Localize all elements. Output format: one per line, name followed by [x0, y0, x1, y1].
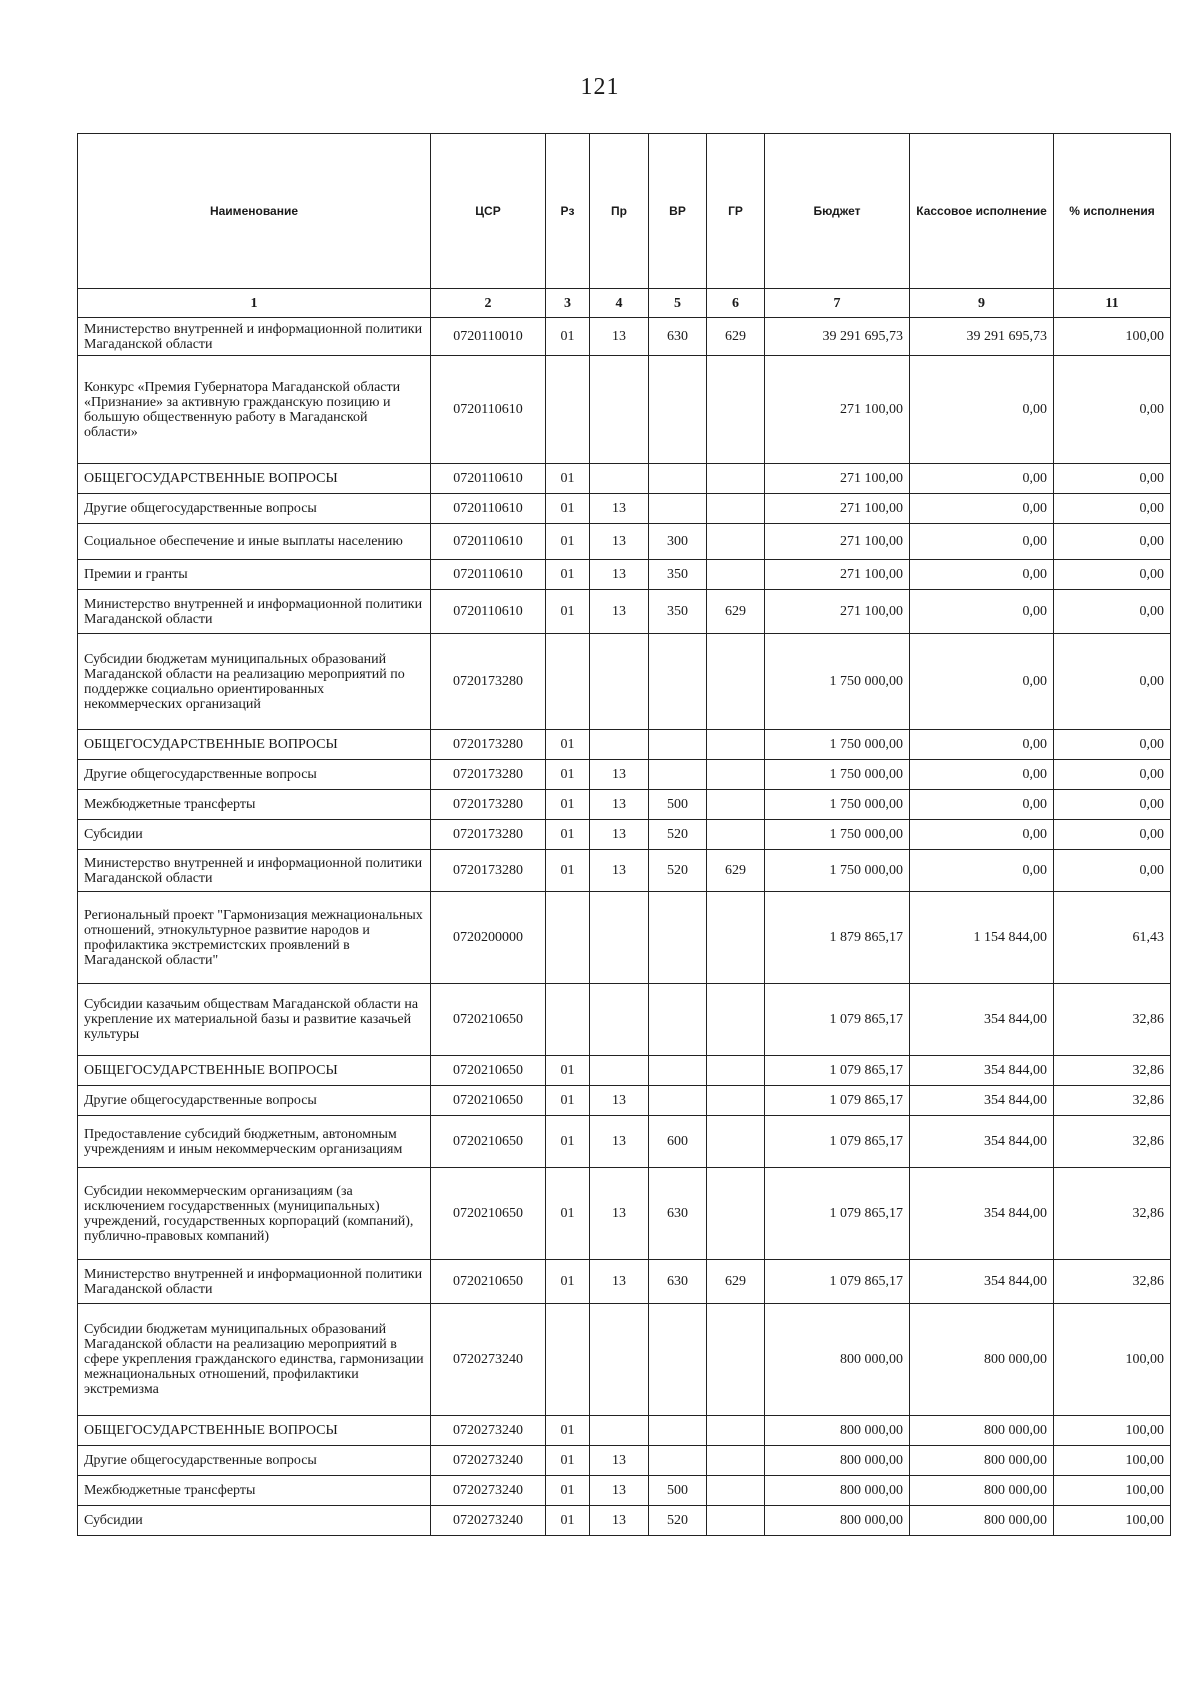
table-body [78, 318, 1171, 1536]
row-gr [707, 464, 765, 494]
row-gr [707, 730, 765, 760]
row-csr: 0720210650 [431, 1168, 546, 1260]
row-vr: 630 [649, 1260, 707, 1304]
row-vr [649, 1416, 707, 1446]
row-pr [590, 356, 649, 464]
table-row [78, 1446, 1171, 1476]
row-rz: 01 [546, 1086, 590, 1116]
row-vr [649, 1086, 707, 1116]
row-gr: 629 [707, 590, 765, 634]
row-pr [590, 634, 649, 730]
row-rz: 01 [546, 1506, 590, 1536]
row-budget: 1 079 865,17 [765, 1168, 910, 1260]
table-row [78, 1304, 1171, 1416]
row-pr: 13 [590, 560, 649, 590]
row-budget: 1 750 000,00 [765, 634, 910, 730]
row-rz: 01 [546, 850, 590, 892]
row-rz [546, 984, 590, 1056]
table-row [78, 1168, 1171, 1260]
row-gr [707, 760, 765, 790]
row-cash: 0,00 [910, 850, 1054, 892]
row-csr: 0720173280 [431, 634, 546, 730]
row-pr: 13 [590, 1116, 649, 1168]
column-number: 6 [707, 289, 765, 318]
row-pct: 0,00 [1054, 524, 1171, 560]
row-pr: 13 [590, 318, 649, 356]
column-number-row [78, 289, 1171, 318]
row-csr: 0720173280 [431, 730, 546, 760]
table-row [78, 984, 1171, 1056]
row-gr [707, 984, 765, 1056]
row-name: Субсидии казачьим обществам Магаданской области на укрепление их материальной базы и развитие казачьей культуры [78, 984, 431, 1056]
row-pr: 13 [590, 790, 649, 820]
row-csr: 0720173280 [431, 760, 546, 790]
row-budget: 800 000,00 [765, 1446, 910, 1476]
row-name: Министерство внутренней и информационной политики Магаданской области [78, 850, 431, 892]
row-budget: 1 750 000,00 [765, 730, 910, 760]
row-cash: 0,00 [910, 590, 1054, 634]
row-rz: 01 [546, 790, 590, 820]
header-vr: ВР [649, 134, 707, 289]
table-row [78, 590, 1171, 634]
row-cash: 0,00 [910, 464, 1054, 494]
row-vr: 520 [649, 850, 707, 892]
table-row [78, 1260, 1171, 1304]
row-rz [546, 1304, 590, 1416]
row-name: Субсидии бюджетам муниципальных образований Магаданской области на реализацию мероприятий по поддержке социально ориентированных некоммерческих организаций [78, 634, 431, 730]
row-cash: 0,00 [910, 494, 1054, 524]
row-vr: 600 [649, 1116, 707, 1168]
row-name: Субсидии некоммерческим организациям (за исключением государственных (муниципальных) учреждений, государственных корпораций (компаний), публично-правовых компаний) [78, 1168, 431, 1260]
row-rz: 01 [546, 464, 590, 494]
row-pr: 13 [590, 1506, 649, 1536]
row-cash: 1 154 844,00 [910, 892, 1054, 984]
row-gr [707, 1476, 765, 1506]
row-vr [649, 1446, 707, 1476]
row-vr: 630 [649, 318, 707, 356]
row-pr: 13 [590, 820, 649, 850]
row-budget: 1 879 865,17 [765, 892, 910, 984]
row-gr [707, 356, 765, 464]
row-pct: 0,00 [1054, 820, 1171, 850]
row-name: ОБЩЕГОСУДАРСТВЕННЫЕ ВОПРОСЫ [78, 1416, 431, 1446]
row-vr: 350 [649, 560, 707, 590]
row-rz: 01 [546, 1476, 590, 1506]
row-rz: 01 [546, 1260, 590, 1304]
row-pr [590, 1416, 649, 1446]
row-budget: 271 100,00 [765, 560, 910, 590]
row-vr: 500 [649, 790, 707, 820]
row-rz [546, 892, 590, 984]
header-budget: Бюджет [765, 134, 910, 289]
row-budget: 800 000,00 [765, 1506, 910, 1536]
row-gr [707, 820, 765, 850]
header-rz: Рз [546, 134, 590, 289]
table-row [78, 1086, 1171, 1116]
row-csr: 0720110610 [431, 464, 546, 494]
row-budget: 1 750 000,00 [765, 820, 910, 850]
row-vr [649, 634, 707, 730]
column-number: 11 [1054, 289, 1171, 318]
table-row [78, 634, 1171, 730]
row-rz: 01 [546, 524, 590, 560]
row-pct: 100,00 [1054, 318, 1171, 356]
row-pct: 0,00 [1054, 730, 1171, 760]
column-number: 9 [910, 289, 1054, 318]
row-cash: 354 844,00 [910, 1116, 1054, 1168]
header-pct: % исполнения [1054, 134, 1171, 289]
table-row [78, 1416, 1171, 1446]
row-pr: 13 [590, 1476, 649, 1506]
row-cash: 354 844,00 [910, 984, 1054, 1056]
table-row [78, 560, 1171, 590]
row-pr: 13 [590, 1446, 649, 1476]
row-rz: 01 [546, 730, 590, 760]
row-cash: 800 000,00 [910, 1416, 1054, 1446]
row-gr: 629 [707, 1260, 765, 1304]
row-cash: 0,00 [910, 634, 1054, 730]
row-rz: 01 [546, 760, 590, 790]
row-name: Межбюджетные трансферты [78, 1476, 431, 1506]
row-pr [590, 984, 649, 1056]
row-gr [707, 1446, 765, 1476]
row-csr: 0720210650 [431, 1086, 546, 1116]
row-pct: 0,00 [1054, 850, 1171, 892]
row-pct: 32,86 [1054, 1260, 1171, 1304]
table-row [78, 356, 1171, 464]
row-gr [707, 1168, 765, 1260]
row-pr: 13 [590, 1086, 649, 1116]
row-gr [707, 1506, 765, 1536]
row-rz [546, 634, 590, 730]
row-rz: 01 [546, 590, 590, 634]
row-budget: 1 079 865,17 [765, 1116, 910, 1168]
row-budget: 39 291 695,73 [765, 318, 910, 356]
page-number: 121 [580, 74, 620, 100]
column-number: 4 [590, 289, 649, 318]
row-csr: 0720210650 [431, 984, 546, 1056]
table-row [78, 820, 1171, 850]
row-pct: 0,00 [1054, 356, 1171, 464]
row-vr: 350 [649, 590, 707, 634]
header-cash: Кассовое исполнение [910, 134, 1054, 289]
row-csr: 0720200000 [431, 892, 546, 984]
header-gr: ГР [707, 134, 765, 289]
row-cash: 800 000,00 [910, 1476, 1054, 1506]
row-name: Межбюджетные трансферты [78, 790, 431, 820]
row-cash: 800 000,00 [910, 1506, 1054, 1536]
row-vr: 500 [649, 1476, 707, 1506]
row-cash: 800 000,00 [910, 1304, 1054, 1416]
budget-table [77, 133, 1171, 1536]
row-gr [707, 524, 765, 560]
row-rz [546, 356, 590, 464]
row-cash: 0,00 [910, 730, 1054, 760]
row-gr [707, 1056, 765, 1086]
row-csr: 0720110010 [431, 318, 546, 356]
row-budget: 1 750 000,00 [765, 790, 910, 820]
table-row [78, 318, 1171, 356]
row-budget: 271 100,00 [765, 494, 910, 524]
row-pr: 13 [590, 590, 649, 634]
row-name: Предоставление субсидий бюджетным, автономным учреждениям и иным некоммерческим организациям [78, 1116, 431, 1168]
row-budget: 800 000,00 [765, 1304, 910, 1416]
row-rz: 01 [546, 1168, 590, 1260]
row-cash: 354 844,00 [910, 1168, 1054, 1260]
row-vr [649, 984, 707, 1056]
row-cash: 0,00 [910, 356, 1054, 464]
row-cash: 800 000,00 [910, 1446, 1054, 1476]
row-name: Субсидии [78, 1506, 431, 1536]
row-budget: 1 079 865,17 [765, 1260, 910, 1304]
row-gr: 629 [707, 318, 765, 356]
row-pr [590, 464, 649, 494]
row-name: Конкурс «Премия Губернатора Магаданской области «Признание» за активную гражданскую позицию и большую общественную работу в Магаданской области» [78, 356, 431, 464]
row-vr: 520 [649, 820, 707, 850]
row-name: ОБЩЕГОСУДАРСТВЕННЫЕ ВОПРОСЫ [78, 730, 431, 760]
header-name: Наименование [78, 134, 431, 289]
row-gr [707, 1086, 765, 1116]
row-cash: 354 844,00 [910, 1260, 1054, 1304]
row-cash: 0,00 [910, 790, 1054, 820]
row-rz: 01 [546, 1116, 590, 1168]
row-cash: 0,00 [910, 760, 1054, 790]
row-name: Другие общегосударственные вопросы [78, 1446, 431, 1476]
row-rz: 01 [546, 1446, 590, 1476]
row-pr: 13 [590, 760, 649, 790]
row-budget: 271 100,00 [765, 464, 910, 494]
row-csr: 0720273240 [431, 1304, 546, 1416]
row-budget: 1 750 000,00 [765, 760, 910, 790]
row-budget: 271 100,00 [765, 524, 910, 560]
row-csr: 0720210650 [431, 1116, 546, 1168]
row-vr: 300 [649, 524, 707, 560]
row-vr [649, 494, 707, 524]
table-row [78, 1476, 1171, 1506]
column-number: 2 [431, 289, 546, 318]
row-csr: 0720173280 [431, 820, 546, 850]
table-row [78, 464, 1171, 494]
column-number: 5 [649, 289, 707, 318]
row-csr: 0720110610 [431, 524, 546, 560]
row-rz: 01 [546, 318, 590, 356]
row-name: Министерство внутренней и информационной политики Магаданской области [78, 318, 431, 356]
row-pr: 13 [590, 1168, 649, 1260]
row-name: Субсидии бюджетам муниципальных образований Магаданской области на реализацию мероприятий в сфере укрепления гражданского единства, гармонизации межнациональных отношений, профилактики экстремизма [78, 1304, 431, 1416]
table-row [78, 790, 1171, 820]
table-row [78, 1506, 1171, 1536]
row-pct: 0,00 [1054, 560, 1171, 590]
row-budget: 1 079 865,17 [765, 1056, 910, 1086]
row-rz: 01 [546, 494, 590, 524]
row-budget: 800 000,00 [765, 1416, 910, 1446]
row-pct: 0,00 [1054, 464, 1171, 494]
row-vr [649, 730, 707, 760]
row-pr: 13 [590, 850, 649, 892]
row-csr: 0720210650 [431, 1056, 546, 1086]
row-name: Региональный проект "Гармонизация межнациональных отношений, этнокультурное развитие народов и профилактика экстремистских проявлений в Магаданской области" [78, 892, 431, 984]
row-gr [707, 790, 765, 820]
row-csr: 0720110610 [431, 494, 546, 524]
row-csr: 0720273240 [431, 1506, 546, 1536]
row-name: Социальное обеспечение и иные выплаты населению [78, 524, 431, 560]
header-pr: Пр [590, 134, 649, 289]
row-pr: 13 [590, 494, 649, 524]
header-row [78, 134, 1171, 289]
table-row [78, 892, 1171, 984]
row-budget: 800 000,00 [765, 1476, 910, 1506]
row-vr [649, 1056, 707, 1086]
row-pct: 100,00 [1054, 1416, 1171, 1446]
row-name: ОБЩЕГОСУДАРСТВЕННЫЕ ВОПРОСЫ [78, 1056, 431, 1086]
row-budget: 1 079 865,17 [765, 984, 910, 1056]
row-gr [707, 560, 765, 590]
row-rz: 01 [546, 1056, 590, 1086]
row-budget: 1 079 865,17 [765, 1086, 910, 1116]
table-row [78, 730, 1171, 760]
row-gr [707, 892, 765, 984]
table-row [78, 850, 1171, 892]
row-cash: 354 844,00 [910, 1056, 1054, 1086]
row-cash: 39 291 695,73 [910, 318, 1054, 356]
row-pr [590, 1056, 649, 1086]
row-pct: 100,00 [1054, 1446, 1171, 1476]
row-csr: 0720273240 [431, 1416, 546, 1446]
row-csr: 0720173280 [431, 790, 546, 820]
table-row [78, 524, 1171, 560]
row-gr [707, 1304, 765, 1416]
row-vr [649, 760, 707, 790]
row-csr: 0720173280 [431, 850, 546, 892]
row-pct: 32,86 [1054, 1056, 1171, 1086]
header-csr: ЦСР [431, 134, 546, 289]
row-name: Другие общегосударственные вопросы [78, 494, 431, 524]
row-pct: 32,86 [1054, 1168, 1171, 1260]
row-pct: 0,00 [1054, 790, 1171, 820]
row-name: Премии и гранты [78, 560, 431, 590]
row-pct: 100,00 [1054, 1506, 1171, 1536]
row-pr: 13 [590, 524, 649, 560]
row-pct: 100,00 [1054, 1476, 1171, 1506]
column-number: 3 [546, 289, 590, 318]
row-pct: 0,00 [1054, 760, 1171, 790]
row-pct: 32,86 [1054, 1116, 1171, 1168]
row-csr: 0720273240 [431, 1476, 546, 1506]
row-pr: 13 [590, 1260, 649, 1304]
row-pct: 0,00 [1054, 590, 1171, 634]
row-pct: 0,00 [1054, 634, 1171, 730]
row-budget: 271 100,00 [765, 590, 910, 634]
row-cash: 0,00 [910, 820, 1054, 850]
row-cash: 0,00 [910, 524, 1054, 560]
row-vr [649, 892, 707, 984]
row-vr: 630 [649, 1168, 707, 1260]
row-csr: 0720110610 [431, 590, 546, 634]
row-vr [649, 1304, 707, 1416]
row-cash: 0,00 [910, 560, 1054, 590]
row-pct: 32,86 [1054, 1086, 1171, 1116]
row-gr [707, 634, 765, 730]
row-gr: 629 [707, 850, 765, 892]
row-name: Другие общегосударственные вопросы [78, 760, 431, 790]
row-rz: 01 [546, 820, 590, 850]
row-name: Другие общегосударственные вопросы [78, 1086, 431, 1116]
row-pr [590, 892, 649, 984]
row-csr: 0720210650 [431, 1260, 546, 1304]
row-pct: 0,00 [1054, 494, 1171, 524]
row-pct: 61,43 [1054, 892, 1171, 984]
row-pr [590, 730, 649, 760]
row-pr [590, 1304, 649, 1416]
table-row [78, 760, 1171, 790]
row-name: Министерство внутренней и информационной политики Магаданской области [78, 590, 431, 634]
row-budget: 271 100,00 [765, 356, 910, 464]
row-csr: 0720110610 [431, 560, 546, 590]
row-csr: 0720110610 [431, 356, 546, 464]
row-name: ОБЩЕГОСУДАРСТВЕННЫЕ ВОПРОСЫ [78, 464, 431, 494]
row-pct: 32,86 [1054, 984, 1171, 1056]
table-row [78, 1056, 1171, 1086]
row-vr [649, 464, 707, 494]
row-gr [707, 1416, 765, 1446]
row-gr [707, 494, 765, 524]
row-vr [649, 356, 707, 464]
row-csr: 0720273240 [431, 1446, 546, 1476]
row-rz: 01 [546, 1416, 590, 1446]
table-row [78, 1116, 1171, 1168]
row-rz: 01 [546, 560, 590, 590]
table-row [78, 494, 1171, 524]
row-cash: 354 844,00 [910, 1086, 1054, 1116]
row-budget: 1 750 000,00 [765, 850, 910, 892]
row-pct: 100,00 [1054, 1304, 1171, 1416]
row-vr: 520 [649, 1506, 707, 1536]
row-name: Субсидии [78, 820, 431, 850]
row-name: Министерство внутренней и информационной политики Магаданской области [78, 1260, 431, 1304]
row-gr [707, 1116, 765, 1168]
column-number: 7 [765, 289, 910, 318]
column-number: 1 [78, 289, 431, 318]
